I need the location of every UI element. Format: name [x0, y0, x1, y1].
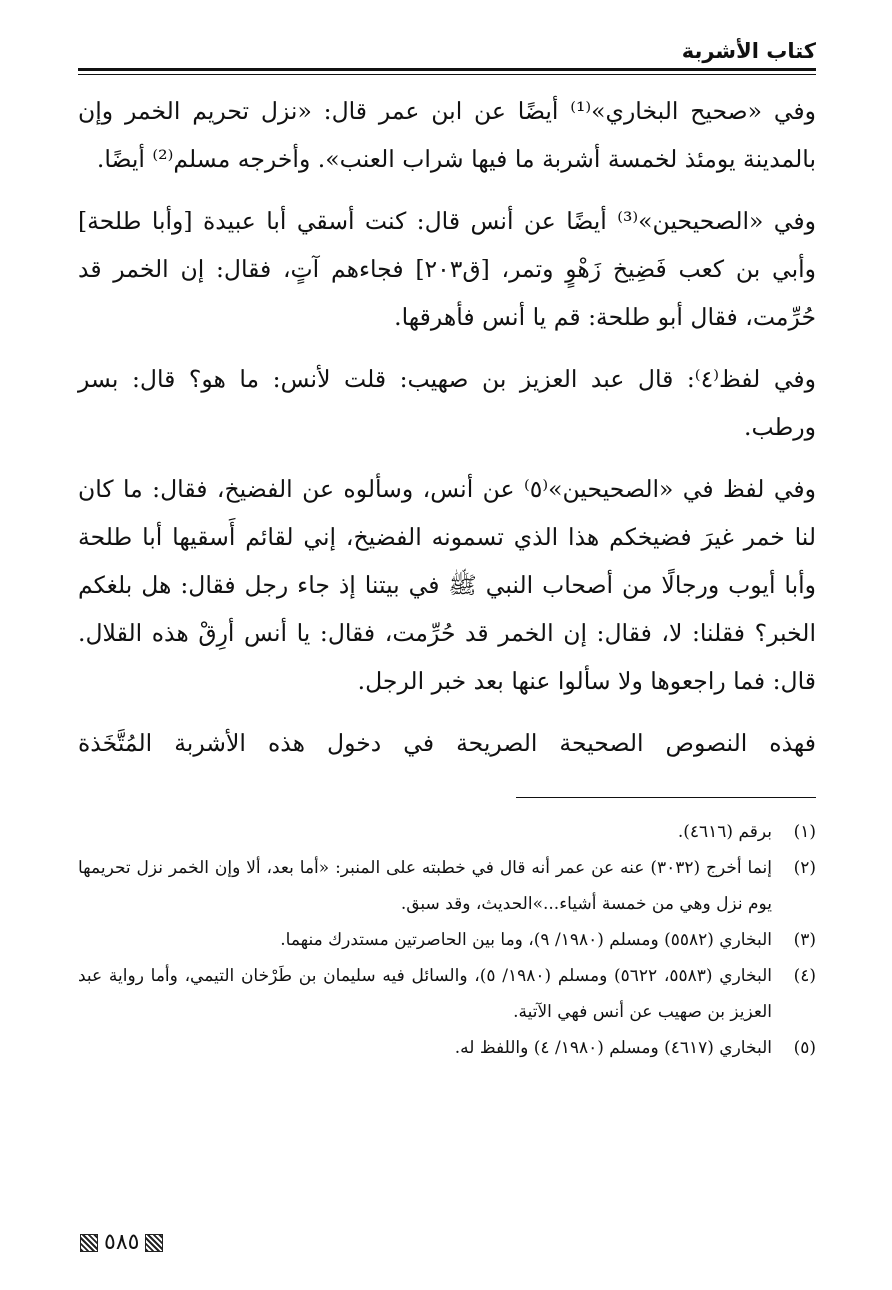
footnote-number: (٢): [793, 858, 816, 878]
footnote-number: (٤): [793, 966, 816, 986]
footnotes: [78, 814, 816, 1066]
header-rule-thin: [78, 74, 816, 75]
footnote-text: البخاري (٥٥٨٢) ومسلم (١٩٨٠/ ٩)، وما بين الحاصرتين مستدرك منهما.: [280, 930, 772, 950]
page-folio: [80, 1230, 163, 1255]
paragraph-conclusion-start: فهذه النصوص الصحيحة الصريحة في دخول هذه الأشربة المُتَّخَذة: [78, 729, 816, 757]
page-number: ٥٨٥: [104, 1230, 140, 1255]
book-page: [78, 38, 816, 1066]
footnote-text: البخاري (٥٥٨٣، ٥٦٢٢) ومسلم (١٩٨٠/ ٥)، والسائل فيه سليمان بن طَرْخان التيمي، وأما رواية عبد العزيز بن صهيب عن أنس فهي الآتية.: [78, 966, 772, 1022]
footnote: [78, 958, 816, 1030]
header-rule-thick: [78, 68, 816, 71]
footnote: [78, 922, 816, 958]
main-text: [78, 87, 816, 767]
paragraph-lafz-sahihayn-fadikh: وفي لفظ في «الصحيحين»⁽٥⁾ عن أنس، وسألوه عن الفضيخ، فقال: ما كان لنا خمر غيرَ فضيخكم هذا الذي تسمونه الفضيخ، إني لقائم أَسقيها أبا طلحة وأبا أيوب ورجالًا من أصحاب النبي ﷺ في بيتنا إذ جاء رجل فقال: هل بلغكم الخبر؟ فقلنا: لا، فقال: إن الخمر قد حُرِّمت، فقال: يا أنس أرِقْ هذه القلال. قال: فما راجعوها ولا سألوا عنها بعد خبر الرجل.: [78, 475, 816, 695]
footnote-separator: [516, 797, 816, 798]
footnote: [78, 814, 816, 850]
footnote: [78, 1030, 816, 1066]
paragraph-sahihayn-anas: وفي «الصحيحين»⁽³⁾ أيضًا عن أنس قال: كنت أسقي أبا عبيدة [وأبا طلحة] وأبي بن كعب فَضِيخ زَهْوٍ وتمر، [ق٢٠٣] فجاءهم آتٍ، فقال: إن الخمر قد حُرِّمت، فقال أبو طلحة: قم يا أنس فأهرقها.: [78, 207, 816, 331]
footnote: [78, 850, 816, 922]
running-title: كتاب الأشربة: [681, 39, 816, 63]
footnote-number: (٣): [793, 930, 816, 950]
paragraph-bukhari-ibn-umar: وفي «صحيح البخاري»⁽¹⁾ أيضًا عن ابن عمر قال: «نزل تحريم الخمر وإن بالمدينة يومئذ لخمسة أشربة ما فيها شراب العنب». وأخرجه مسلم⁽²⁾ أيضًا.: [78, 97, 816, 173]
footnote-text: إنما أخرج (٣٠٣٢) عنه عن عمر أنه قال في خطبته على المنبر: «أما بعد، ألا وإن الخمر نزل تحريمها يوم نزل وهي من خمسة أشياء...»الحديث، وقد سبق.: [78, 858, 772, 914]
ornament-icon: [145, 1234, 163, 1252]
footnote-number: (١): [793, 822, 816, 842]
paragraph-lafz-abd-al-aziz: وفي لفظ⁽٤⁾: قال عبد العزيز بن صهيب: قلت لأنس: ما هو؟ قال: بسر ورطب.: [78, 365, 816, 441]
footnote-number: (٥): [793, 1038, 816, 1058]
ornament-icon: [80, 1234, 98, 1252]
footnote-text: البخاري (٤٦١٧) ومسلم (١٩٨٠/ ٤) واللفظ له.: [454, 1038, 772, 1058]
footnote-text: برقم (٤٦١٦).: [677, 822, 772, 842]
